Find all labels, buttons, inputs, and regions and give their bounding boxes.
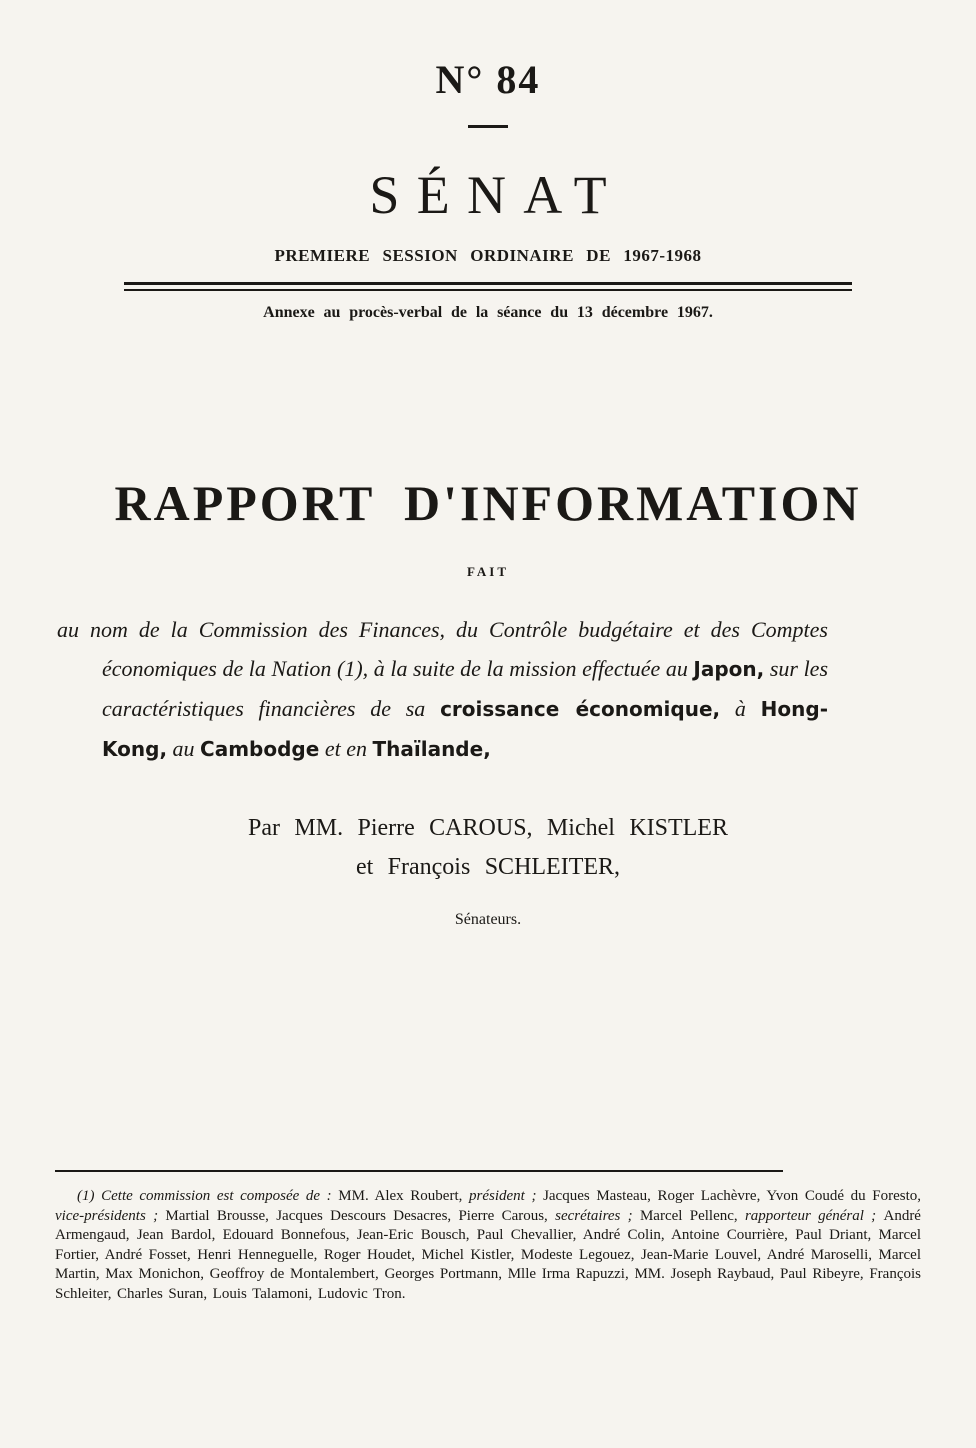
fait-label: FAIT: [466, 564, 510, 579]
footnote-segment: (1) Cette commission est composée de :: [77, 1188, 339, 1204]
authors-line-2: et François SCHLEITER,: [355, 854, 621, 880]
footnote-rule: [55, 1170, 783, 1172]
footnote-section: [55, 1170, 921, 1319]
footnote-segment: Martial Brousse, Jacques Descours Desacres, Pierre Carous,: [165, 1207, 556, 1224]
footnote-segment: vice-présidents ;: [55, 1207, 166, 1224]
doc-number: N° 84: [435, 57, 541, 102]
footnote-segment: président ;: [469, 1188, 544, 1204]
number-divider-rule: [468, 125, 508, 128]
footnote-segment: Marcel Pellenc,: [639, 1207, 745, 1224]
authors-line-1: Par MM. Pierre CAROUS, Michel KISTLER: [248, 815, 728, 841]
footnote-segment: rapporteur général ;: [744, 1207, 884, 1224]
body-segment-bold: Hong-Kong,: [102, 697, 828, 761]
body-segment-bold: Japon,: [693, 657, 765, 681]
footnote-segment: secrétaires ;: [555, 1207, 640, 1224]
footnote-segment: MM. Alex Roubert,: [338, 1188, 469, 1204]
body-segment: au nom de la Commission des Finances, du Contrôle budgétaire et des Comptes économiques de la Nation (1), à la suite de la mission effectuée au: [57, 617, 828, 681]
double-rule: [124, 282, 852, 291]
body-segment-bold: Cambodge: [200, 737, 320, 761]
annexe-line: Annexe au procès-verbal de la séance du 13 décembre 1967.: [263, 304, 713, 321]
body-segment: sur les caractéristiques financières de sa: [102, 656, 829, 721]
body-segment: au: [167, 736, 201, 761]
footnote-text: [55, 1187, 921, 1304]
footnote-segment: André Armengaud, Jean Bardol, Edouard Bonnefous, Jean-Eric Bousch, Paul Chevallier, André Colin, Antoine Courrière, Paul Driant, Marcel Fortier, André Fosset, Henri Henneguelle, Roger Houdet, Michel Kistler, Modeste Legouez, Jean-Marie Louvel, André Maroselli, Marcel Martin, Max Monichon, Geoffroy de Montalembert, Georges Portmann, Mlle Irma Rapuzzi, MM. Joseph Raybaud, Paul Ribeyre, François Schleiter, Charles Suran, Louis Talamoni, Ludovic Tron.: [55, 1207, 921, 1302]
body-segment-bold: croissance économique,: [440, 697, 721, 721]
report-title: RAPPORT D'INFORMATION: [114, 475, 862, 531]
body-segment: à: [720, 696, 761, 721]
footnote-segment: Jacques Masteau, Roger Lachèvre, Yvon Coudé du Foresto,: [543, 1188, 922, 1204]
body-segment-bold: Thaïlande,: [372, 737, 491, 761]
authors-role: Sénateurs.: [454, 911, 522, 928]
institution-title: SÉNAT: [369, 165, 624, 225]
body-segment: et en: [319, 736, 373, 761]
session-line: PREMIERE SESSION ORDINAIRE DE 1967-1968: [274, 246, 702, 265]
report-body: [57, 610, 828, 769]
